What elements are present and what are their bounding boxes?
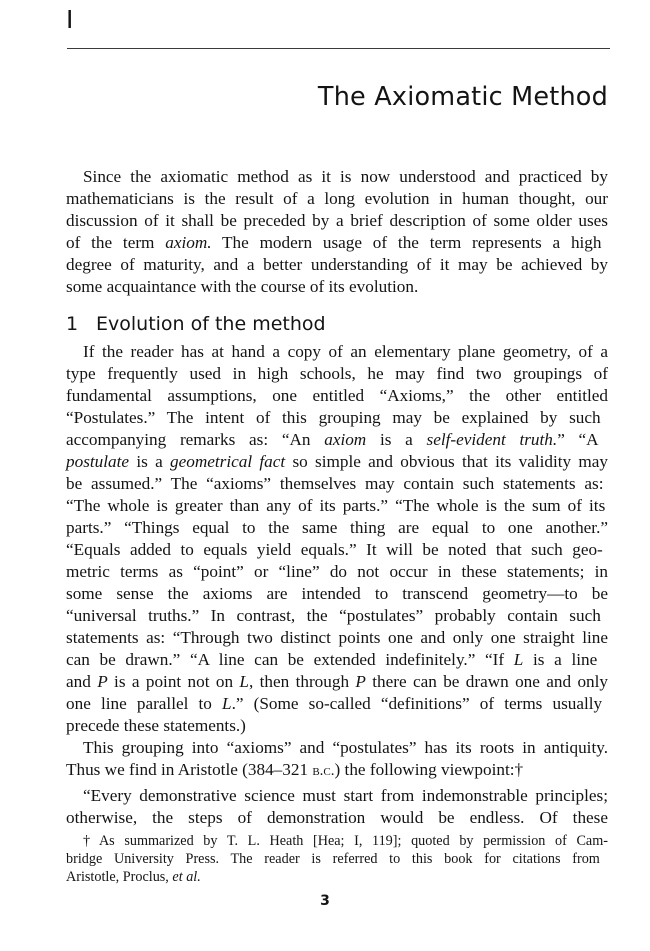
text-line: “Equals added to equals yield equals.” It will be noted that such geo- [66, 540, 603, 559]
page-number: 3 [320, 893, 330, 909]
text-line: Since the axiomatic method as it is now understood and practiced by [83, 167, 608, 186]
variable: P [355, 672, 366, 691]
text-line: “universal truths.” In contrast, the “postulates” probably contain such [66, 606, 601, 625]
text-line: some sense the axioms are intended to transcend geometry—to be [66, 584, 608, 603]
variable: L [222, 694, 232, 713]
text-line [66, 693, 608, 715]
text-run: one line parallel to [66, 694, 223, 713]
text-line: precede these statements.) [66, 716, 246, 735]
term-axiom: axiom. [165, 233, 212, 252]
text-line: “Every demonstrative science must start from indemonstrable principles; [83, 786, 608, 805]
text-run: The modern usage of the term represents a high [211, 233, 602, 252]
era-abbreviation: b.c. [312, 763, 335, 779]
text-line [66, 232, 608, 254]
text-run: , then through [248, 672, 356, 691]
chapter-title: The Axiomatic Method [317, 82, 608, 112]
header-rule [67, 48, 610, 49]
variable: L [513, 650, 524, 669]
chapter-number: I [66, 5, 74, 34]
text-line: fundamental assumptions, one entitled “Axioms,” the other entitled [66, 386, 608, 405]
text-line: be assumed.” The “axioms” themselves may contain such statements as: [66, 474, 604, 493]
text-line [66, 759, 608, 781]
text-run: can be drawn.” “A line can be extended indefinitely.” “If [66, 650, 514, 669]
text-line: parts.” “Things equal to the same thing are equal to one another.” [66, 518, 608, 537]
text-run: .” (Some so-called “definitions” of terms usually [231, 694, 603, 713]
text-run: is a [129, 452, 171, 471]
section-number: 1 [66, 313, 79, 335]
text-line [66, 451, 608, 473]
text-line [66, 671, 608, 693]
text-run: is a [366, 430, 427, 449]
intro-paragraph [66, 166, 608, 298]
text-line: otherwise, the steps of demonstration would be endless. Of these [66, 808, 608, 827]
text-line [66, 429, 608, 451]
text-line: mathematicians is the result of a long evolution in human thought, our [66, 189, 608, 208]
emphasis: axiom [324, 430, 367, 449]
text-line: some acquaintance with the course of its evolution. [66, 277, 419, 296]
variable: L [239, 672, 249, 691]
text-run: ” “A [557, 430, 599, 449]
text-run: of the term [66, 233, 166, 252]
text-run: is a point not on [107, 672, 240, 691]
text-line: † As summarized by T. L. Heath [Hea; I, 119]; quoted by permission of Cam- [83, 833, 608, 849]
variable: P [97, 672, 108, 691]
text-line: discussion of it shall be preceded by a brief description of some older uses [66, 211, 608, 230]
text-run: Aristotle, Proclus, [66, 869, 173, 885]
text-line [66, 649, 608, 671]
text-line: statements as: “Through two distinct points one and only one straight line [66, 628, 608, 647]
text-line: type frequently used in high schools, he may find two groupings of [66, 364, 608, 383]
emphasis: self-evident truth. [426, 430, 558, 449]
text-run: and [66, 672, 98, 691]
emphasis: geometrical fact [170, 452, 286, 471]
section-paragraph-1 [66, 341, 608, 737]
section-paragraph-2 [66, 737, 608, 781]
text-run: Thus we find in Aristotle (384–321 [66, 760, 313, 779]
text-line: degree of maturity, and a better understanding of it may be achieved by [66, 255, 608, 274]
text-line: If the reader has at hand a copy of an elementary plane geometry, of a [83, 342, 608, 361]
text-run: so simple and obvious that its validity may [285, 452, 609, 471]
emphasis: et al. [172, 869, 201, 885]
text-line [66, 868, 608, 886]
text-run: ) the following viewpoint:† [334, 760, 524, 779]
text-line: bridge University Press. The reader is referred to this book for citations from [66, 851, 600, 867]
emphasis: postulate [66, 452, 130, 471]
text-line: “Postulates.” The intent of this grouping may be explained by such [66, 408, 601, 427]
section-title: Evolution of the method [96, 313, 326, 335]
text-line: This grouping into “axioms” and “postulates” has its roots in antiquity. [83, 738, 608, 757]
text-line: metric terms as “point” or “line” do not occur in these statements; in [66, 562, 608, 581]
footnote [66, 832, 608, 886]
section-heading [66, 311, 326, 337]
text-run: there can be drawn one and only [365, 672, 608, 691]
aristotle-quote [66, 785, 608, 829]
text-run: is a line [523, 650, 598, 669]
text-run: accompanying remarks as: “An [66, 430, 325, 449]
text-line: “The whole is greater than any of its parts.” “The whole is the sum of its [66, 496, 606, 515]
